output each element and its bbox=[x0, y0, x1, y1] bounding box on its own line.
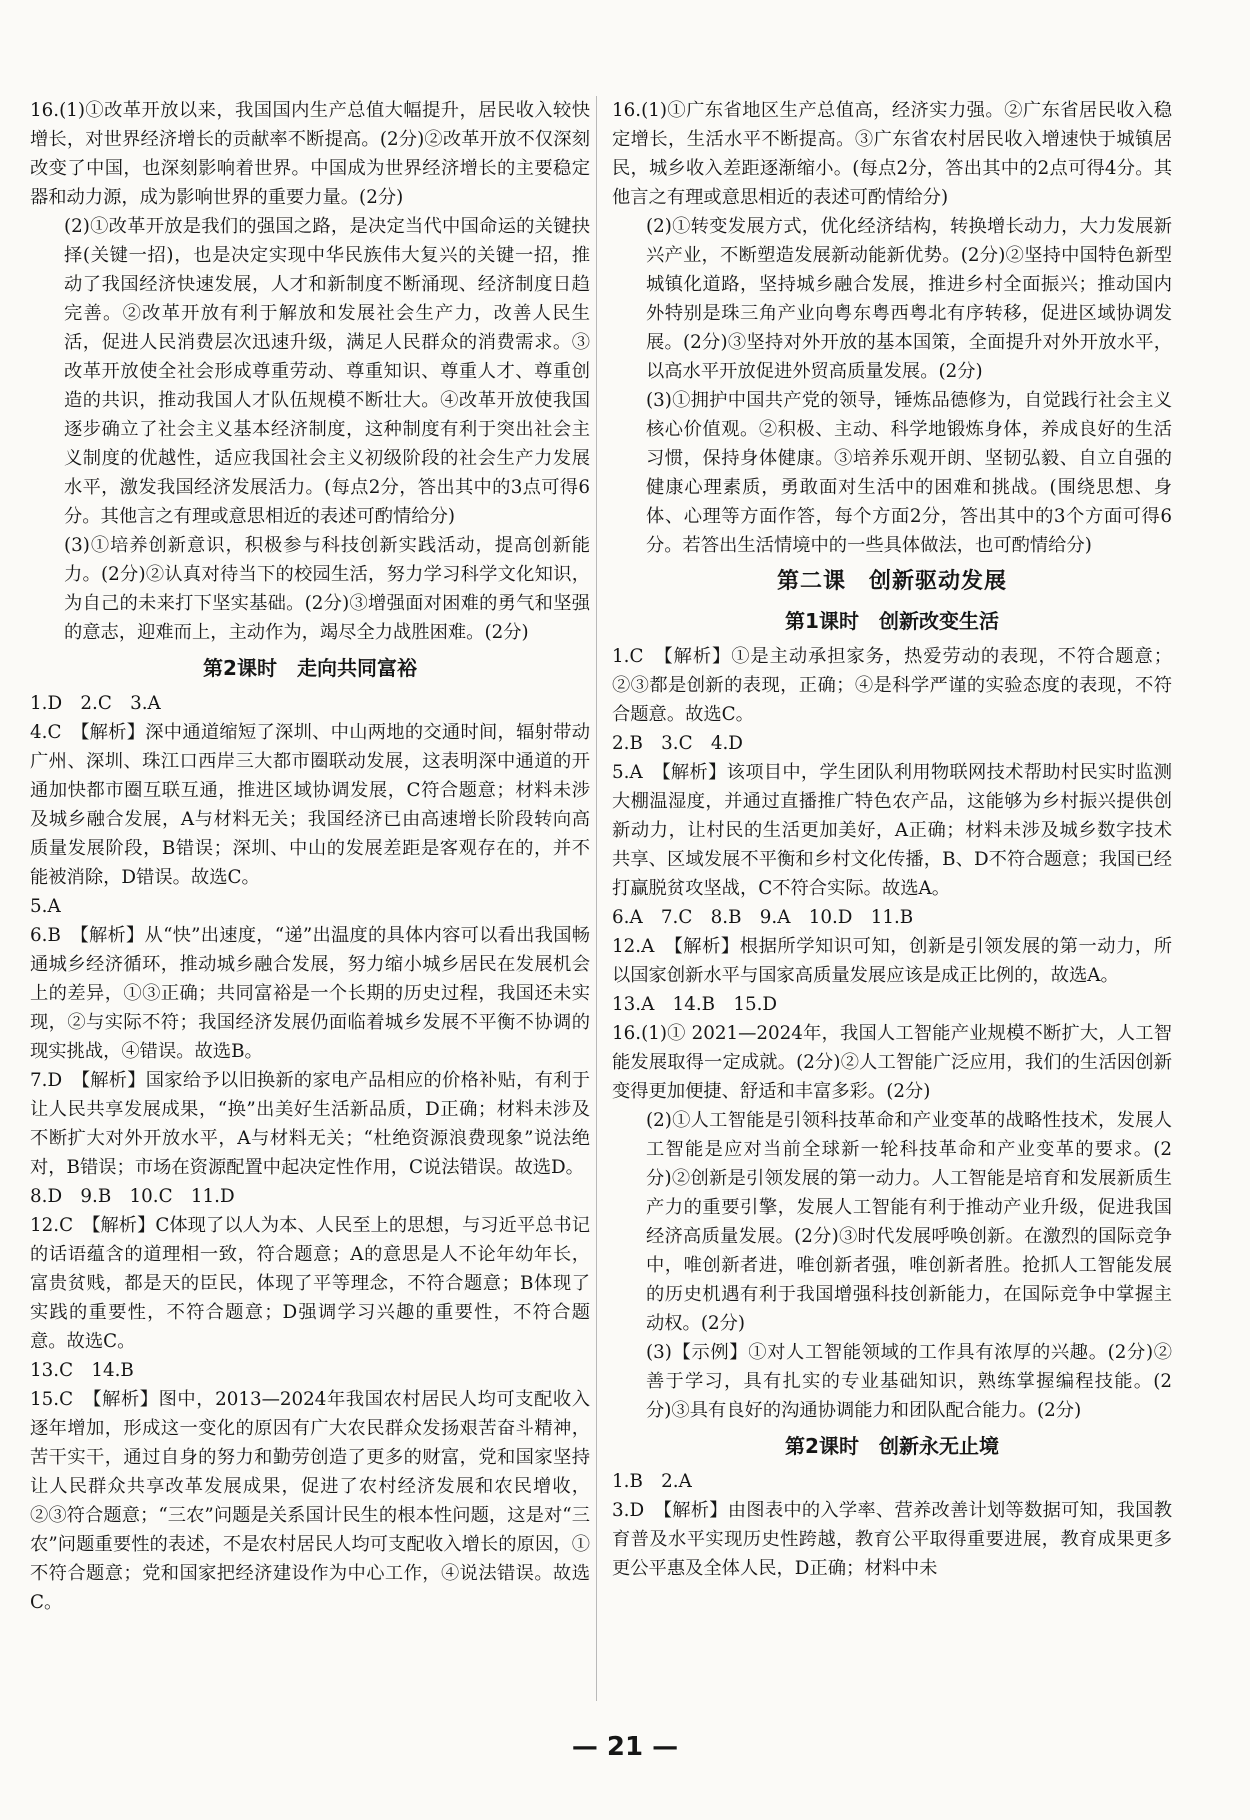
answer-item: (2)①人工智能是引领科技革命和产业变革的战略性技术，发展人工智能是应对当前全球新一轮科技革命和产业变革的要求。(2分)②创新是引领发展的第一动力。人工智能是培育和发展新质生产力的重要引擎，发展人工智能有利于推动产业升级，促进我国经济高质量发展。(2分)③时代发展呼唤创新。在激烈的国际竞争中，唯创新者进，唯创新者强，唯创新者胜。抢抓人工智能发展的历史机遇有利于我国增强科技创新能力，在国际竞争中掌握主动权。(2分) bbox=[646, 1110, 1172, 1334]
answer-item: 6.A 7.C 8.B 9.A 10.D 11.B bbox=[612, 907, 914, 928]
answer-item: 13.C 14.B bbox=[30, 1360, 134, 1381]
answer-item: (3)①培养创新意识，积极参与科技创新实践活动，提高创新能力。(2分)②认真对待当下的校园生活，努力学习科学文化知识，为自己的未来打下坚实基础。(2分)③增强面对困难的勇气和坚强的意志，迎难而上，主动作为，竭尽全力战胜困难。(2分) bbox=[64, 535, 590, 643]
answer-item: (3)①拥护中国共产党的领导，锤炼品德修为，自觉践行社会主义核心价值观。②积极、主动、科学地锻炼身体，养成良好的生活习惯，保持身体健康。③培养乐观开朗、坚韧弘毅、自立自强的健康心理素质，勇敢面对生活中的困难和挑战。(围绕思想、身体、心理等方面作答，每个方面2分，答出其中的3个方面可得6分。若答出生活情境中的一些具体做法，也可酌情给分) bbox=[646, 390, 1172, 556]
answer-item: 15.C 【解析】图中，2013—2024年我国农村居民人均可支配收入逐年增加，形成这一变化的原因有广大农民群众发扬艰苦奋斗精神，苦干实干，通过自身的努力和勤劳创造了更多的财富，党和国家坚持让人民群众共享改革发展成果，促进了农村经济发展和农民增收，②③符合题意；“三农”问题是关系国计民生的根本性问题，这是对“三农”问题重要性的表述，不是农村居民人均可支配收入增长的原因，①不符合题意；党和国家把经济建设作为中心工作，④说法错误。故选C。 bbox=[30, 1389, 590, 1613]
answer-item: 3.D 【解析】由图表中的入学率、营养改善计划等数据可知，我国教育普及水平实现历史性跨越，教育公平取得重要进展，教育成果更多更公平惠及全体人民，D正确；材料中未 bbox=[612, 1500, 1172, 1579]
answer-item: (2)①改革开放是我们的强国之路，是决定当代中国命运的关键抉择(关键一招)，也是决定实现中华民族伟大复兴的关键一招，推动了我国经济快速发展，人才和新制度不断涌现、经济制度日趋完善。②改革开放有利于解放和发展社会生产力，改善人民生活，促进人民消费层次迅速升级，满足人民群众的消费需求。③改革开放使全社会形成尊重劳动、尊重知识、尊重人才、尊重创造的共识，推动我国人才队伍规模不断壮大。④改革开放使我国逐步确立了社会主义基本经济制度，这种制度有利于突出社会主义制度的优越性，适应我国社会主义初级阶段的社会生产力发展水平，激发我国经济发展活力。(每点2分，答出其中的3点可得6分。其他言之有理或意思相近的表述可酌情给分) bbox=[64, 216, 590, 527]
column-divider bbox=[596, 96, 597, 1701]
answer-item: 16.(1)①改革开放以来，我国国内生产总值大幅提升，居民收入较快增长，对世界经济增长的贡献率不断提高。(2分)②改革开放不仅深刻改变了中国，也深刻影响着世界。中国成为世界经济增长的主要稳定器和动力源，成为影响世界的重要力量。(2分) bbox=[30, 100, 590, 208]
answer-item: (3)【示例】①对人工智能领域的工作具有浓厚的兴趣。(2分)②善于学习，具有扎实的专业基础知识，熟练掌握编程技能。(2分)③具有良好的沟通协调能力和团队配合能力。(2分) bbox=[646, 1342, 1172, 1421]
answer-item: 5.A 【解析】该项目中，学生团队利用物联网技术帮助村民实时监测大棚温湿度，并通过直播推广特色农产品，这能够为乡村振兴提供创新动力，让村民的生活更加美好，A正确；材料未涉及城乡数字技术共享、区域发展不平衡和乡村文化传播，B、D不符合题意；我国已经打赢脱贫攻坚战，C不符合实际。故选A。 bbox=[612, 762, 1172, 899]
answer-item: 1.C 【解析】①是主动承担家务，热爱劳动的表现，不符合题意；②③都是创新的表现，正确；④是科学严谨的实验态度的表现，不符合题意。故选C。 bbox=[612, 646, 1172, 725]
answer-item: 2.B 3.C 4.D bbox=[612, 733, 743, 754]
lesson-title: 第二课 创新驱动发展 bbox=[776, 569, 1007, 594]
section-title: 第2课时 创新永无止境 bbox=[785, 1434, 999, 1458]
answer-item: 12.C 【解析】C体现了以人为本、人民至上的思想，与习近平总书记的话语蕴含的道理相一致，符合题意；A的意思是人不论年幼年长，富贵贫贱，都是天的臣民，体现了平等理念，不符合题意；B体现了实践的重要性，不符合题意；D强调学习兴趣的重要性，不符合题意。故选C。 bbox=[30, 1215, 590, 1352]
section-title: 第1课时 创新改变生活 bbox=[785, 609, 999, 633]
answer-item: 16.(1)① 2021—2024年，我国人工智能产业规模不断扩大，人工智能发展取得一定成就。(2分)②人工智能广泛应用，我们的生活因创新变得更加便捷、舒适和丰富多彩。(2分) bbox=[612, 1023, 1172, 1102]
answer-item: 1.B 2.A bbox=[612, 1471, 692, 1492]
answer-item: 6.B 【解析】从“快”出速度，“递”出温度的具体内容可以看出我国畅通城乡经济循环，推动城乡融合发展，努力缩小城乡居民在发展机会上的差异，①③正确；共同富裕是一个长期的历史过程，我国还未实现，②与实际不符；我国经济发展仍面临着城乡发展不平衡不协调的现实挑战，④错误。故选B。 bbox=[30, 925, 590, 1062]
answer-item: 13.A 14.B 15.D bbox=[612, 994, 778, 1015]
left-column bbox=[30, 96, 590, 1617]
right-column bbox=[612, 96, 1172, 1583]
answer-item: (2)①转变发展方式，优化经济结构，转换增长动力，大力发展新兴产业，不断塑造发展新动能新优势。(2分)②坚持中国特色新型城镇化道路，坚持城乡融合发展，推进乡村全面振兴；推动国内外特别是珠三角产业向粤东粤西粤北有序转移，促进区域协调发展。(2分)③坚持对外开放的基本国策，全面提升对外开放水平，以高水平开放促进外贸高质量发展。(2分) bbox=[646, 216, 1172, 382]
section-title: 第2课时 走向共同富裕 bbox=[203, 656, 417, 680]
answer-item: 16.(1)①广东省地区生产总值高，经济实力强。②广东省居民收入稳定增长，生活水平不断提高。③广东省农村居民收入增速快于城镇居民，城乡收入差距逐渐缩小。(每点2分，答出其中的2点可得4分。其他言之有理或意思相近的表述可酌情给分) bbox=[612, 100, 1172, 208]
answer-item: 4.C 【解析】深中通道缩短了深圳、中山两地的交通时间，辐射带动广州、深圳、珠江口西岸三大都市圈联动发展，这表明深中通道的开通加快都市圈互联互通，推进区域协调发展，C符合题意；材料未涉及城乡融合发展，A与材料无关；我国经济已由高速增长阶段转向高质量发展阶段，B错误；深圳、中山的发展差距是客观存在的，并不能被消除，D错误。故选C。 bbox=[30, 722, 590, 888]
page-number: — 21 — bbox=[571, 1732, 679, 1762]
answer-item: 12.A 【解析】根据所学知识可知，创新是引领发展的第一动力，所以国家创新水平与国家高质量发展应该是成正比例的，故选A。 bbox=[612, 936, 1172, 986]
answer-item: 1.D 2.C 3.A bbox=[30, 693, 161, 714]
answer-item: 8.D 9.B 10.C 11.D bbox=[30, 1186, 235, 1207]
answer-item: 5.A bbox=[30, 896, 61, 917]
answer-item: 7.D 【解析】国家给予以旧换新的家电产品相应的价格补贴，有利于让人民共享发展成果，“换”出美好生活新品质，D正确；材料未涉及不断扩大对外开放水平，A与材料无关；“杜绝资源浪费现象”说法绝对，B错误；市场在资源配置中起决定性作用，C说法错误。故选D。 bbox=[30, 1070, 590, 1178]
